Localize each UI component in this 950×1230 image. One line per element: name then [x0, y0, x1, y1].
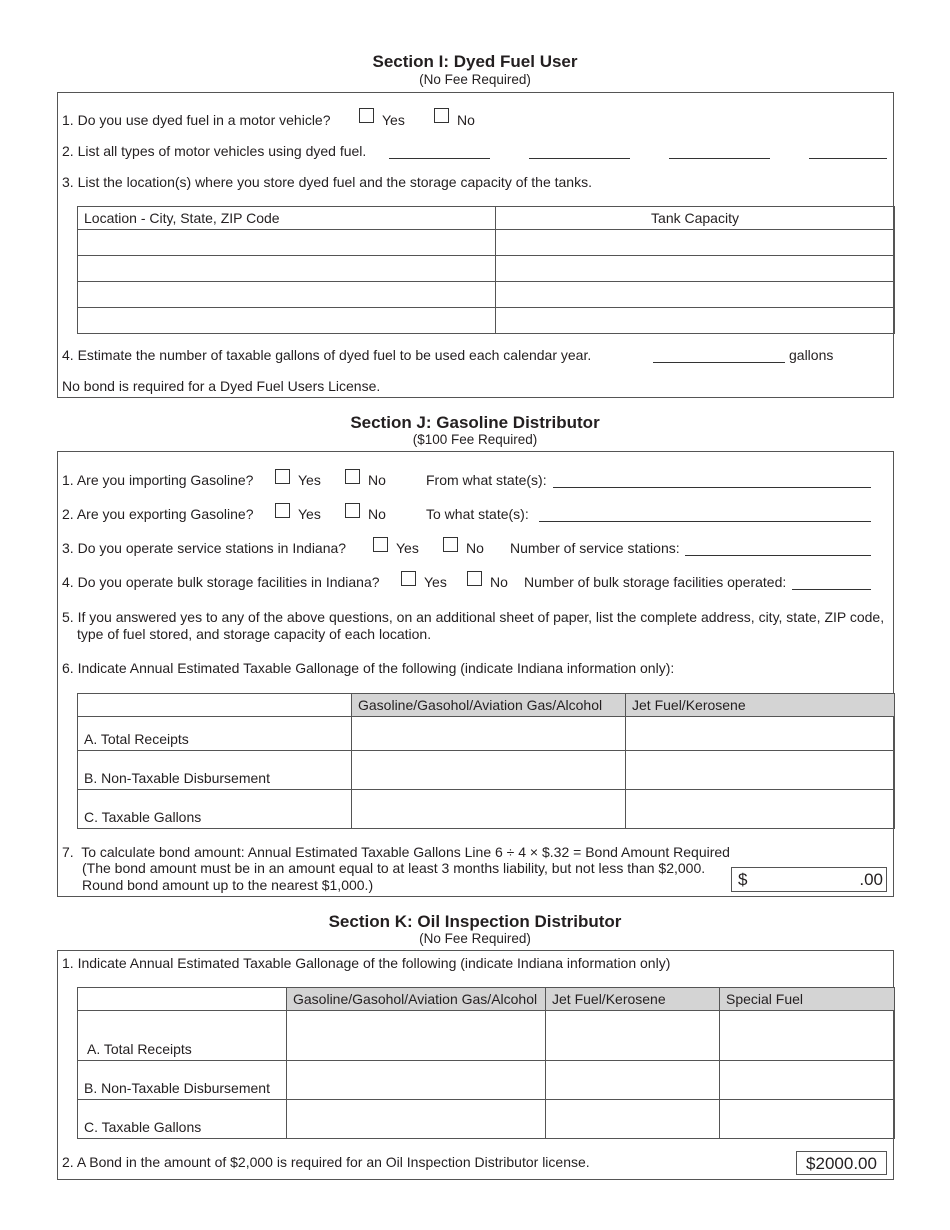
- vehicle-type-field-2[interactable]: [529, 158, 630, 159]
- q-number: 1.: [62, 955, 74, 971]
- section-k-title: Section K: Oil Inspection Distributor: [328, 912, 622, 931]
- jet-fuel-non-taxable-cell[interactable]: [546, 1061, 720, 1100]
- q-text: Are you exporting Gasoline?: [76, 506, 254, 522]
- q-text-line1: To calculate bond amount: Annual Estimated Taxable Gallons Line 6 ÷ 4 × $.32 = Bond Amount Required: [81, 844, 730, 860]
- q-text: Estimate the number of taxable gallons of dyed fuel to be used each calendar year.: [77, 347, 592, 363]
- section-j-q3: [62, 540, 346, 556]
- section-k-q2: [62, 1154, 590, 1170]
- q-number: 3.: [62, 174, 74, 190]
- oil-inspection-gallonage-table: [77, 987, 895, 1139]
- no-label: No: [368, 472, 386, 488]
- location-cell[interactable]: [78, 282, 496, 308]
- currency-symbol: $: [738, 870, 748, 889]
- empty-header-cell: [78, 988, 287, 1011]
- jet-fuel-total-receipts-cell[interactable]: [626, 717, 895, 751]
- bulk-storage-count-label: Number of bulk storage facilities operated:: [524, 574, 787, 590]
- q-text: Indicate Annual Estimated Taxable Gallonage of the following (indicate Indiana information only):: [77, 660, 675, 676]
- vehicle-type-field-4[interactable]: [809, 158, 887, 159]
- section-j-q7-line2: (The bond amount must be in an amount equal to at least 3 months liability, but not less than $2,000.: [82, 860, 706, 876]
- section-j-q1: [62, 472, 253, 488]
- section-k-subtitle: (No Fee Required): [419, 931, 531, 946]
- section-i-q3: [62, 174, 592, 190]
- jet-fuel-column-header: Jet Fuel/Kerosene: [626, 694, 895, 717]
- exporting-yes-checkbox[interactable]: [275, 503, 290, 518]
- empty-header-cell: [78, 694, 352, 717]
- importing-yes-checkbox[interactable]: [275, 469, 290, 484]
- dyed-fuel-no-checkbox[interactable]: [434, 108, 449, 123]
- location-cell[interactable]: [78, 256, 496, 282]
- storage-location-table: [77, 206, 895, 334]
- section-j-q5-line2: type of fuel stored, and storage capacity of each location.: [77, 626, 432, 642]
- section-j-q4: [62, 574, 380, 590]
- from-states-label: From what state(s):: [426, 472, 547, 488]
- section-i-q1: [62, 112, 331, 128]
- gasoline-non-taxable-cell[interactable]: [287, 1061, 546, 1100]
- tank-capacity-cell[interactable]: [496, 282, 895, 308]
- bond-amount-field[interactable]: [731, 867, 887, 892]
- jet-fuel-column-header: Jet Fuel/Kerosene: [546, 988, 720, 1011]
- gasoline-gallonage-table: [77, 693, 895, 829]
- gasoline-non-taxable-cell[interactable]: [352, 751, 626, 790]
- vehicle-type-field-3[interactable]: [669, 158, 770, 159]
- section-j-q7-line3: Round bond amount up to the nearest $1,000.): [82, 877, 374, 893]
- section-j-title: Section J: Gasoline Distributor: [350, 413, 600, 432]
- row-label-taxable-gallons: C. Taxable Gallons: [78, 790, 352, 829]
- gasoline-column-header: Gasoline/Gasohol/Aviation Gas/Alcohol: [287, 988, 546, 1011]
- dyed-fuel-yes-checkbox[interactable]: [359, 108, 374, 123]
- jet-fuel-taxable-gallons-cell[interactable]: [546, 1100, 720, 1139]
- bulk-storage-count-field[interactable]: [792, 589, 871, 590]
- no-label: No: [368, 506, 386, 522]
- section-j-q2: [62, 506, 253, 522]
- tank-capacity-header: Tank Capacity: [496, 207, 895, 230]
- taxable-gallons-field[interactable]: [653, 362, 785, 363]
- q-text: List all types of motor vehicles using dyed fuel.: [77, 143, 367, 159]
- special-fuel-column-header: Special Fuel: [720, 988, 895, 1011]
- tank-capacity-cell[interactable]: [496, 256, 895, 282]
- section-i-title: Section I: Dyed Fuel User: [372, 52, 578, 71]
- section-k-q1: [62, 955, 670, 971]
- gasoline-taxable-gallons-cell[interactable]: [287, 1100, 546, 1139]
- q-number: 3.: [62, 540, 74, 556]
- gasoline-total-receipts-cell[interactable]: [287, 1011, 546, 1061]
- location-header: Location - City, State, ZIP Code: [78, 207, 496, 230]
- section-j-q6: [62, 660, 674, 676]
- gallons-label: gallons: [789, 347, 834, 363]
- q-number: 4.: [62, 574, 74, 590]
- yes-label: Yes: [298, 472, 321, 488]
- gasoline-taxable-gallons-cell[interactable]: [352, 790, 626, 829]
- row-label-total-receipts: A. Total Receipts: [78, 717, 352, 751]
- no-label: No: [490, 574, 508, 590]
- to-states-label: To what state(s):: [426, 506, 529, 522]
- gasoline-column-header: Gasoline/Gasohol/Aviation Gas/Alcohol: [352, 694, 626, 717]
- yes-label: Yes: [424, 574, 447, 590]
- q-text: Indicate Annual Estimated Taxable Gallonage of the following (indicate Indiana information only): [77, 955, 671, 971]
- q-text: List the location(s) where you store dyed fuel and the storage capacity of the tanks.: [77, 174, 592, 190]
- q-text: A Bond in the amount of $2,000 is required for an Oil Inspection Distributor license.: [76, 1154, 590, 1170]
- q-number: 1.: [62, 472, 74, 488]
- to-states-field[interactable]: [539, 521, 871, 522]
- q-number: 2.: [62, 506, 74, 522]
- yes-label: Yes: [382, 112, 405, 128]
- row-label-non-taxable: B. Non-Taxable Disbursement: [78, 751, 352, 790]
- service-stations-no-checkbox[interactable]: [443, 537, 458, 552]
- special-fuel-taxable-gallons-cell[interactable]: [720, 1100, 895, 1139]
- service-stations-count-field[interactable]: [685, 555, 871, 556]
- row-label-non-taxable: B. Non-Taxable Disbursement: [78, 1061, 287, 1100]
- exporting-no-checkbox[interactable]: [345, 503, 360, 518]
- bulk-storage-no-checkbox[interactable]: [467, 571, 482, 586]
- row-label-total-receipts: A. Total Receipts: [78, 1011, 287, 1061]
- section-i-subtitle: (No Fee Required): [419, 72, 531, 87]
- location-cell[interactable]: [78, 230, 496, 256]
- oil-bond-amount: $2000.00: [796, 1151, 887, 1175]
- section-i-q4: [62, 347, 591, 363]
- yes-label: Yes: [396, 540, 419, 556]
- q-number: 1.: [62, 112, 74, 128]
- tank-capacity-cell[interactable]: [496, 308, 895, 334]
- section-j-q5: [62, 609, 884, 625]
- from-states-field[interactable]: [553, 487, 871, 488]
- bulk-storage-yes-checkbox[interactable]: [401, 571, 416, 586]
- no-label: No: [457, 112, 475, 128]
- gasoline-total-receipts-cell[interactable]: [352, 717, 626, 751]
- q-text: Do you operate bulk storage facilities in Indiana?: [77, 574, 380, 590]
- service-stations-yes-checkbox[interactable]: [373, 537, 388, 552]
- yes-label: Yes: [298, 506, 321, 522]
- special-fuel-non-taxable-cell[interactable]: [720, 1061, 895, 1100]
- q-number: 2.: [62, 1154, 74, 1170]
- section-i-q2: [62, 143, 366, 159]
- q-text: Do you operate service stations in Indiana?: [77, 540, 347, 556]
- no-bond-note: No bond is required for a Dyed Fuel Users License.: [62, 378, 381, 394]
- q-number: 2.: [62, 143, 74, 159]
- q-number: 7.: [62, 844, 74, 860]
- jet-fuel-non-taxable-cell[interactable]: [626, 751, 895, 790]
- q-text-line1: If you answered yes to any of the above questions, on an additional sheet of paper, list the complete address, city, state, ZIP code,: [77, 609, 885, 625]
- vehicle-type-field-1[interactable]: [389, 158, 490, 159]
- location-cell[interactable]: [78, 308, 496, 334]
- section-j-q7: [62, 844, 730, 860]
- service-stations-count-label: Number of service stations:: [510, 540, 680, 556]
- importing-no-checkbox[interactable]: [345, 469, 360, 484]
- jet-fuel-total-receipts-cell[interactable]: [546, 1011, 720, 1061]
- tank-capacity-cell[interactable]: [496, 230, 895, 256]
- jet-fuel-taxable-gallons-cell[interactable]: [626, 790, 895, 829]
- q-text: Do you use dyed fuel in a motor vehicle?: [77, 112, 331, 128]
- special-fuel-total-receipts-cell[interactable]: [720, 1011, 895, 1061]
- q-text: Are you importing Gasoline?: [76, 472, 254, 488]
- q-number: 4.: [62, 347, 74, 363]
- cents-label: .00: [859, 870, 883, 889]
- row-label-taxable-gallons: C. Taxable Gallons: [78, 1100, 287, 1139]
- q-number: 6.: [62, 660, 74, 676]
- q-number: 5.: [62, 609, 74, 625]
- no-label: No: [466, 540, 484, 556]
- section-j-subtitle: ($100 Fee Required): [412, 432, 538, 447]
